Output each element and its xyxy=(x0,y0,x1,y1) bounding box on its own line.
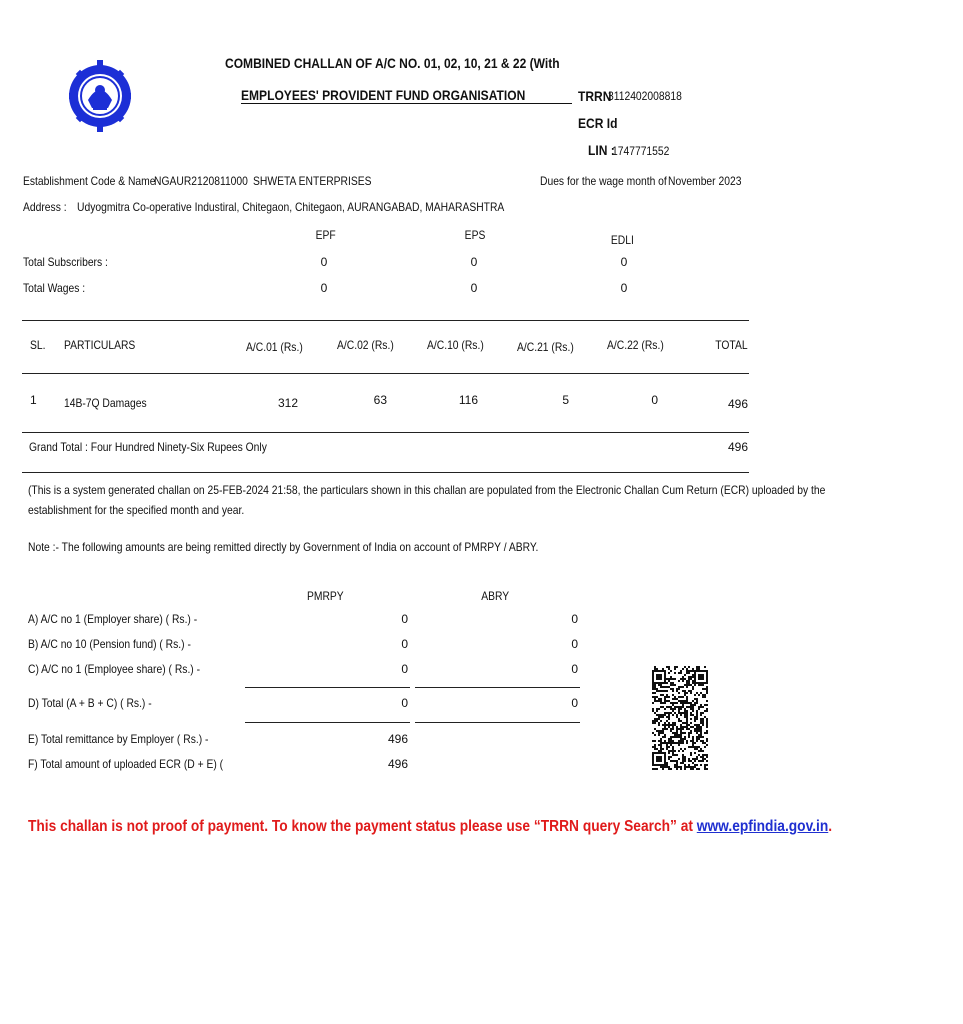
remit-pmrpy-a: 0 xyxy=(401,612,408,626)
remit-rule-pmrpy-top xyxy=(245,687,410,688)
grand-total-label: Grand Total : Four Hundred Ninety-Six Rupees Only xyxy=(29,440,267,454)
remit-pmrpy-b: 0 xyxy=(401,637,408,651)
remit-rule-pmrpy-bottom xyxy=(245,722,410,723)
warning-period: . xyxy=(828,818,833,835)
col-header-ac02: A/C.02 (Rs.) xyxy=(337,338,394,352)
cell-ac22: 0 xyxy=(651,393,658,407)
dues-label: Dues for the wage month of xyxy=(540,174,667,188)
remit-label-e: E) Total remittance by Employer ( Rs.) - xyxy=(28,732,209,746)
col-header-ac22: A/C.22 (Rs.) xyxy=(607,338,664,352)
address-label: Address : xyxy=(23,200,67,214)
cell-ac10: 116 xyxy=(458,393,478,407)
summary-cell: 0 xyxy=(470,255,478,269)
remit-pmrpy-c: 0 xyxy=(401,662,408,676)
grand-total-value: 496 xyxy=(727,440,748,454)
remit-rule-abry-bottom xyxy=(415,722,580,723)
remit-label-c: C) A/C no 1 (Employee share) ( Rs.) - xyxy=(28,662,201,676)
cell-particulars: 14B-7Q Damages xyxy=(64,396,147,410)
remit-header-pmrpy: PMRPY xyxy=(306,589,344,603)
qr-code xyxy=(652,666,708,770)
summary-header-eps: EPS xyxy=(464,228,486,242)
summary-cell: 0 xyxy=(470,281,478,295)
remit-label-d: D) Total (A + B + C) ( Rs.) - xyxy=(28,696,152,710)
remit-header-abry: ABRY xyxy=(481,589,509,603)
remit-pmrpy-d: 0 xyxy=(401,696,408,710)
ecr-id-label: ECR Id xyxy=(578,115,618,131)
dues-month: November 2023 xyxy=(668,174,742,188)
remit-abry-d: 0 xyxy=(571,696,578,710)
col-header-ac01: A/C.01 (Rs.) xyxy=(246,340,303,354)
cell-total: 496 xyxy=(727,397,748,411)
remit-abry-b: 0 xyxy=(571,637,578,651)
cell-ac21: 5 xyxy=(562,393,569,407)
warning-text: This challan is not proof of payment. To know the payment status please use “TRRN query Search” at xyxy=(28,818,693,835)
cell-ac02: 63 xyxy=(373,393,387,407)
system-note-line2: establishment for the specified month and year. xyxy=(28,503,245,517)
cell-ac01: 312 xyxy=(277,396,298,410)
summary-cell: 0 xyxy=(320,255,328,269)
challan-title: COMBINED CHALLAN OF A/C NO. 01, 02, 10, 21 & 22 (With xyxy=(225,55,560,71)
table-bottom-rule xyxy=(22,472,749,473)
table-body-rule xyxy=(22,432,749,433)
summary-row-label: Total Wages : xyxy=(23,281,86,295)
remit-rule-abry-top xyxy=(415,687,580,688)
table-top-rule xyxy=(22,320,749,321)
lin-label: LIN : xyxy=(588,142,615,158)
trrn-label: TRRN xyxy=(578,88,612,104)
summary-cell: 0 xyxy=(620,255,628,269)
establishment-name: SHWETA ENTERPRISES xyxy=(253,174,372,188)
summary-header-epf: EPF xyxy=(315,228,337,242)
col-header-ac21: A/C.21 (Rs.) xyxy=(517,340,574,354)
col-header-sl: SL. xyxy=(30,338,46,352)
address-value: Udyogmitra Co-operative Industiral, Chitegaon, Chitegaon, AURANGABAD, MAHARASHTRA xyxy=(77,200,505,214)
col-header-particulars: PARTICULARS xyxy=(64,338,136,352)
lin-value: 1747771552 xyxy=(612,144,670,158)
remit-label-b: B) A/C no 10 (Pension fund) ( Rs.) - xyxy=(28,637,191,651)
establishment-label: Establishment Code & Name xyxy=(23,174,156,188)
summary-header-edli: EDLI xyxy=(610,233,634,247)
table-header-rule xyxy=(22,373,749,374)
remit-pmrpy-e: 496 xyxy=(387,732,408,746)
col-header-ac10: A/C.10 (Rs.) xyxy=(427,338,484,352)
col-header-total: TOTAL xyxy=(715,338,748,352)
remit-label-f: F) Total amount of uploaded ECR (D + E) ( xyxy=(28,757,224,771)
summary-cell: 0 xyxy=(620,281,628,295)
govt-note: Note :- The following amounts are being remitted directly by Government of India on account of PMRPY / ABRY. xyxy=(28,540,539,554)
remit-abry-c: 0 xyxy=(571,662,578,676)
cell-sl: 1 xyxy=(30,393,37,407)
epfindia-link[interactable]: www.epfindia.gov.in xyxy=(696,818,829,835)
remit-label-a: A) A/C no 1 (Employer share) ( Rs.) - xyxy=(28,612,198,626)
remit-pmrpy-f: 496 xyxy=(387,757,408,771)
epfo-logo xyxy=(66,40,134,152)
summary-cell: 0 xyxy=(320,281,328,295)
organisation-title: EMPLOYEES' PROVIDENT FUND ORGANISATION xyxy=(241,87,572,104)
trrn-value: 3112402008818 xyxy=(608,89,682,103)
system-note-line1: (This is a system generated challan on 25-FEB-2024 21:58, the particulars shown in this challan are populated from the Electronic Challan Cum Return (ECR) uploaded by the xyxy=(28,483,826,497)
summary-row-label: Total Subscribers : xyxy=(23,255,108,269)
remit-abry-a: 0 xyxy=(571,612,578,626)
payment-warning xyxy=(28,818,963,836)
establishment-code: NGAUR2120811000 xyxy=(154,174,248,188)
